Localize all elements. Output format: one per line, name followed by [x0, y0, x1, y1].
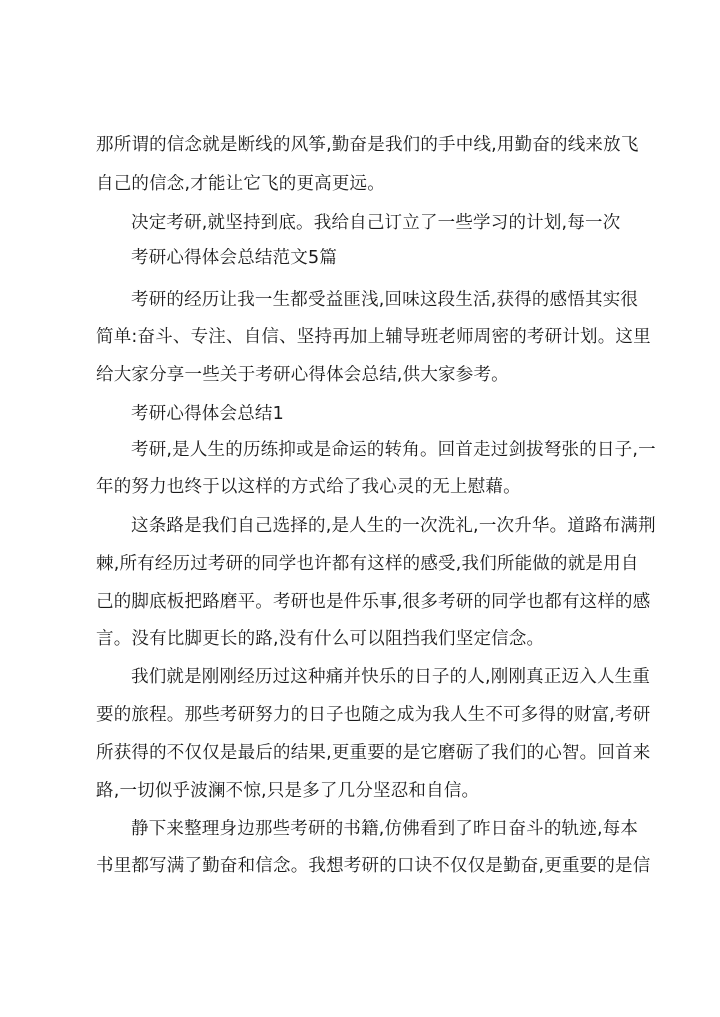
text-line: 考研的经历让我一生都受益匪浅,回味这段生活,获得的感悟其实很	[131, 290, 639, 310]
text-line: 自己的信念,才能让它飞的更高更远。	[96, 174, 385, 194]
text-line: 决定考研,就坚持到底。我给自己订立了一些学习的计划,每一次	[131, 213, 621, 233]
text-line: 这条路是我们自己选择的,是人生的一次洗礼,一次升华。道路布满荆	[131, 516, 656, 536]
text-line: 书里都写满了勤奋和信念。我想考研的口诀不仅仅是勤奋,更重要的是信	[96, 856, 651, 876]
text-line: 要的旅程。那些考研努力的日子也随之成为我人生不可多得的财富,考研	[96, 705, 651, 725]
section-heading: 考研心得体会总结1	[131, 404, 284, 424]
text-line: 棘,所有经历过考研的同学也许都有这样的感受,我们所能做的就是用自	[96, 554, 639, 574]
text-line: 给大家分享一些关于考研心得体会总结,供大家参考。	[96, 365, 509, 385]
text-line: 简单:奋斗、专注、自信、坚持再加上辅导班老师周密的考研计划。这里	[96, 327, 651, 347]
text-line: 考研,是人生的历练抑或是命运的转角。回首走过剑拔弩张的日子,一	[131, 440, 656, 460]
text-line: 己的脚底板把路磨平。考研也是件乐事,很多考研的同学也都有这样的感	[96, 592, 651, 612]
text-line: 路,一切似乎波澜不惊,只是多了几分坚忍和自信。	[96, 781, 480, 801]
text-line: 我们就是刚刚经历过这种痛并快乐的日子的人,刚刚真正迈入人生重	[131, 667, 651, 687]
text-line: 那所谓的信念就是断线的风筝,勤奋是我们的手中线,用勤奋的线来放飞	[96, 135, 639, 155]
text-line: 年的努力也终于以这样的方式给了我心灵的无上慰藉。	[96, 477, 521, 497]
text-line: 所获得的不仅仅是最后的结果,更重要的是它磨砺了我们的心智。回首来	[96, 743, 651, 763]
section-heading: 考研心得体会总结范文5篇	[131, 248, 338, 268]
text-line: 静下来整理身边那些考研的书籍,仿佛看到了昨日奋斗的轨迹,每本	[131, 819, 639, 839]
text-line: 言。没有比脚更长的路,没有什么可以阻挡我们坚定信念。	[96, 629, 545, 649]
